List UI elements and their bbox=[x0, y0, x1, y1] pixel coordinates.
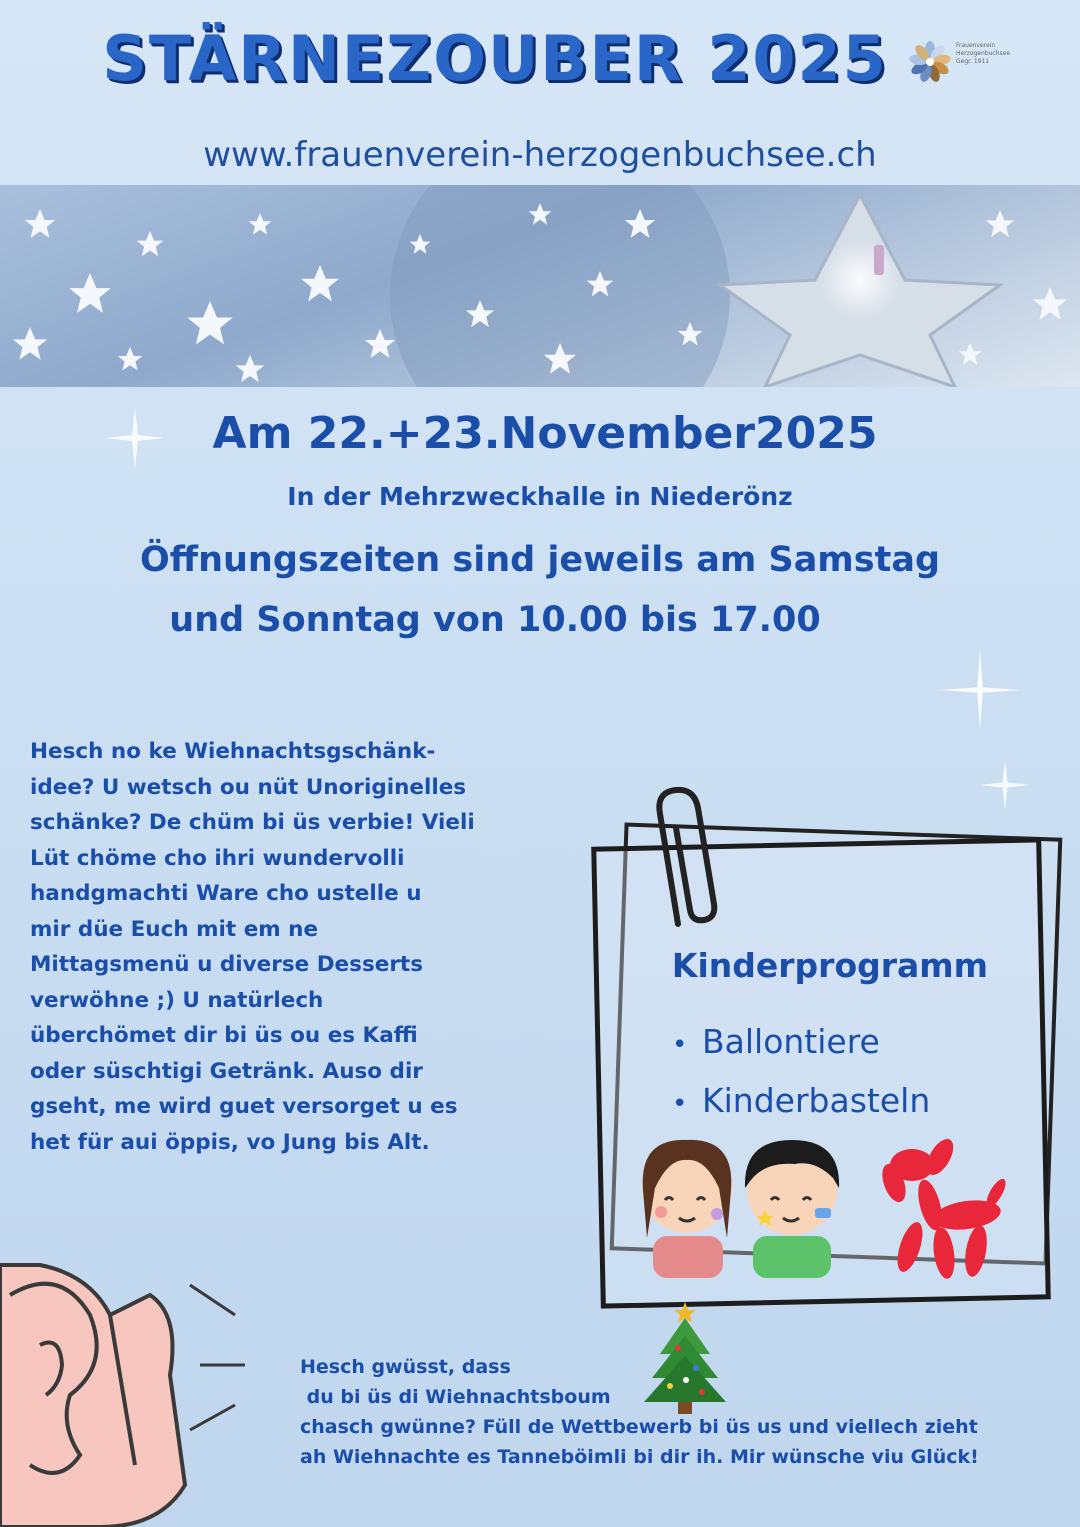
opening-hours bbox=[0, 530, 1080, 650]
list-item-label: Ballontiere bbox=[702, 1022, 880, 1061]
contest-line: du bi üs di Wiehnachtsboum bbox=[300, 1386, 611, 1408]
intro-line: Mittagsmenü u diverse Desserts bbox=[30, 952, 423, 977]
bullet-icon: • bbox=[672, 1089, 688, 1119]
logo-text bbox=[956, 42, 1051, 66]
contest-line: chasch gwünne? Füll de Wettbewerb bi üs us und viellech zieht bbox=[300, 1416, 978, 1438]
logo-line: Gegr. 1911 bbox=[956, 58, 990, 65]
intro-line: mir düe Euch mit em ne bbox=[30, 916, 319, 942]
opening-hours-line: und Sonntag von 10.00 bis 17.00 bbox=[169, 600, 821, 640]
intro-line: schänke? De chüm bi üs verbie! Vieli bbox=[30, 810, 475, 835]
paperclip-icon bbox=[648, 784, 728, 934]
intro-line: gseht, me wird guet versorget u es bbox=[30, 1094, 458, 1119]
poster-title: STÄRNEZOUBER 2025 bbox=[102, 22, 888, 95]
contest-paragraph bbox=[300, 1352, 1060, 1472]
intro-line: überchömet dir bi üs ou es Kaffi bbox=[30, 1023, 418, 1048]
intro-paragraph bbox=[30, 734, 590, 1160]
sparkle-icon bbox=[980, 760, 1030, 810]
flower-logo-icon bbox=[908, 40, 952, 84]
stars-banner-image bbox=[0, 185, 1080, 387]
intro-line: het für aui öppis, vo Jung bis Alt. bbox=[30, 1129, 430, 1155]
balloon-dog-icon bbox=[872, 1135, 1012, 1285]
intro-line: Lüt chöme cho ihri wundervolli bbox=[30, 845, 405, 871]
bullet-icon: • bbox=[672, 1030, 688, 1060]
intro-line: Hesch no ke Wiehnachtsgschänk- bbox=[30, 739, 436, 764]
intro-line: handgmachti Ware cho ustelle u bbox=[30, 881, 422, 906]
logo-line: Frauenverein Herzogenbuchsee bbox=[956, 42, 1011, 57]
intro-line: oder süschtigi Getränk. Auso dir bbox=[30, 1058, 423, 1084]
kinderprogramm-title: Kinderprogramm bbox=[671, 946, 989, 985]
contest-line: ah Wiehnachte es Tanneböimli bi dir ih. Mir wünsche viu Glück! bbox=[300, 1446, 979, 1468]
opening-hours-line: Öffnungszeiten sind jeweils am Samstag bbox=[139, 540, 941, 580]
list-item bbox=[672, 1014, 930, 1073]
event-date: Am 22.+23.November2025 bbox=[212, 408, 878, 459]
event-location: In der Mehrzweckhalle in Niederönz bbox=[287, 482, 793, 511]
sparkle-icon bbox=[940, 650, 1020, 730]
kids-illustration-icon bbox=[635, 1118, 845, 1278]
list-item-label: Kinderbasteln bbox=[702, 1081, 931, 1120]
frauenverein-logo bbox=[908, 40, 1048, 90]
contest-line: Hesch gwüsst, dass bbox=[300, 1356, 511, 1378]
stars-decoration bbox=[0, 185, 1080, 387]
intro-line: verwöhne ;) U natürlech bbox=[30, 987, 324, 1013]
intro-line: idee? U wetsch ou nüt Unoriginelles bbox=[30, 774, 467, 800]
website-url: www.frauenverein-herzogenbuchsee.ch bbox=[203, 135, 877, 175]
listening-hand-icon bbox=[0, 1255, 260, 1527]
kinderprogramm-list bbox=[672, 1014, 930, 1132]
